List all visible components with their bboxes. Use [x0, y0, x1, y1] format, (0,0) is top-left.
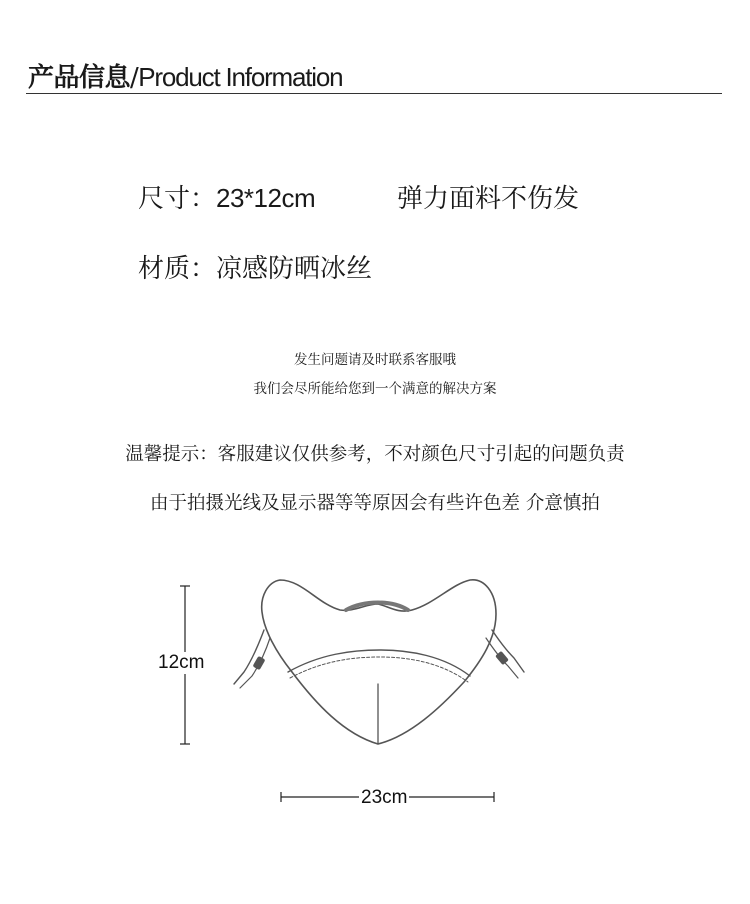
material-value: 凉感防晒冰丝: [216, 254, 373, 284]
header-title-zh: 产品信息: [28, 63, 131, 93]
height-label: 12cm: [158, 652, 205, 673]
tip-line2: 由于拍摄光线及显示器等等原因会有些许色差 介意慎拍: [150, 493, 600, 514]
tip-line1: 温馨提示：客服建议仅供参考，不对颜色尺寸引起的问题负责: [125, 444, 625, 465]
header-separator: /: [130, 63, 139, 93]
mask-outline: [234, 580, 524, 744]
header-title-en: Product Information: [138, 62, 343, 92]
service-note-line1: 发生问题请及时联系客服哦: [294, 352, 456, 368]
left-adjuster: [253, 656, 266, 670]
width-label: 23cm: [361, 787, 408, 808]
size-label: 尺寸：: [138, 184, 217, 214]
feature-text: 弹力面料不伤发: [397, 184, 580, 214]
material-label: 材质：: [138, 254, 217, 284]
service-note-line2: 我们会尽所能给您到一个满意的解决方案: [253, 381, 497, 397]
size-value: 23*12cm: [216, 183, 316, 213]
